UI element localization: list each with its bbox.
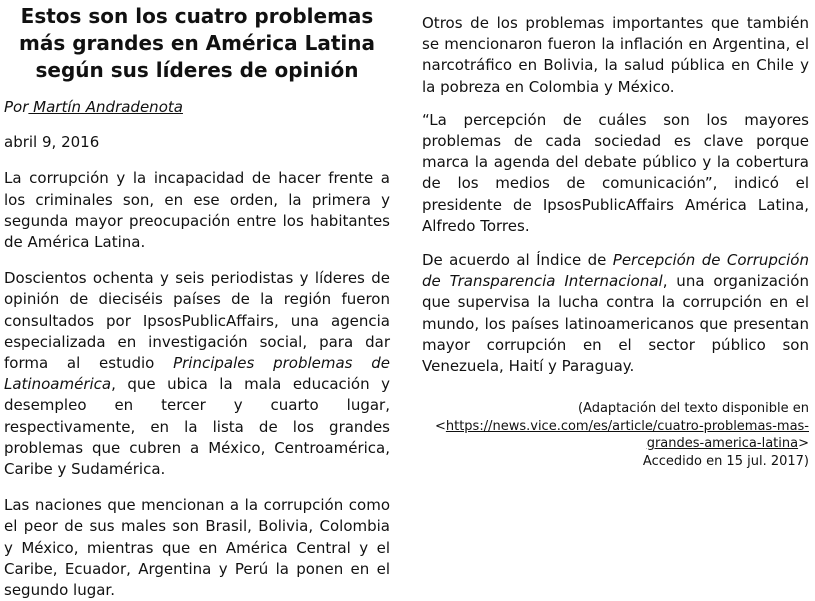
paragraph-3: Las naciones que mencionan a la corrupción como el peor de sus males son Brasil, Bolivia, Colombia y México, mientras que en América Central y el Caribe, Ecuador, Argentina y Perú la ponen en el segundo lugar. bbox=[4, 496, 390, 600]
byline-prefix: Por bbox=[4, 98, 29, 116]
paragraph-2 bbox=[4, 268, 390, 480]
article-title: Estos son los cuatro problemas más grandes en América Latina según sus líderes de opinión bbox=[19, 4, 375, 82]
left-column bbox=[4, 0, 390, 601]
source-suffix: > bbox=[798, 436, 809, 452]
paragraph-4: Otros de los problemas importantes que también se mencionaron fueron la inflación en Argentina, el narcotráfico en Bolivia, la salud pública en Chile y la pobreza en Colombia y México. bbox=[422, 14, 809, 96]
paragraph-2-text-a: Doscientos ochenta y seis periodistas y líderes de opinión de dieciséis países de la región fueron consultados por IpsosPublicAffairs, una agencia especializada en investigación social, para dar forma al estudio bbox=[4, 269, 390, 373]
source-link[interactable]: https://news.vice.com/es/article/cuatro-problemas-mas-grandes-america-latina bbox=[445, 418, 809, 452]
author-link[interactable]: Martín Andradenota bbox=[28, 98, 183, 116]
index-title: Percepción de Corrupción de Transparencia Internacional bbox=[422, 251, 809, 291]
paragraph-5-quote: “La percepción de cuáles son los mayores problemas de cada sociedad es clave porque marca la agenda del debate público y la cobertura de los medios de comunicación”, indicó el presidente de IpsosPublicAffairs América Latina, Alfredo Torres. bbox=[422, 110, 809, 235]
source-citation bbox=[422, 400, 809, 470]
paragraph-6-text-b: , una organización que supervisa la lucha contra la corrupción en el mundo, los países latinoamericanos que presentan mayor corrupción en el sector público son Venezuela, Haití y Paraguay. bbox=[422, 272, 809, 376]
paragraph-6 bbox=[422, 250, 809, 377]
right-column bbox=[422, 0, 809, 470]
paragraph-6-text-a: De acuerdo al Índice de bbox=[422, 251, 613, 270]
source-accessed: Accedido en 15 jul. 2017) bbox=[642, 453, 809, 469]
paragraph-1: La corrupción y la incapacidad de hacer frente a los criminales son, en ese orden, la primera y segunda mayor preocupación entre los habitantes de América Latina. bbox=[4, 169, 390, 252]
article-date: abril 9, 2016 bbox=[4, 133, 100, 152]
source-prefix: (Adaptación del texto disponible en < bbox=[434, 401, 809, 434]
study-title: Principales problemas de Latinoamérica bbox=[4, 354, 390, 394]
paragraph-2-text-b: , que ubica la mala educación y desempleo en tercer y cuarto lugar, respectivamente, en la lista de los grandes problemas que cubren a México, Centroamérica, Caribe y Sudamérica. bbox=[4, 375, 390, 479]
byline bbox=[4, 97, 390, 118]
